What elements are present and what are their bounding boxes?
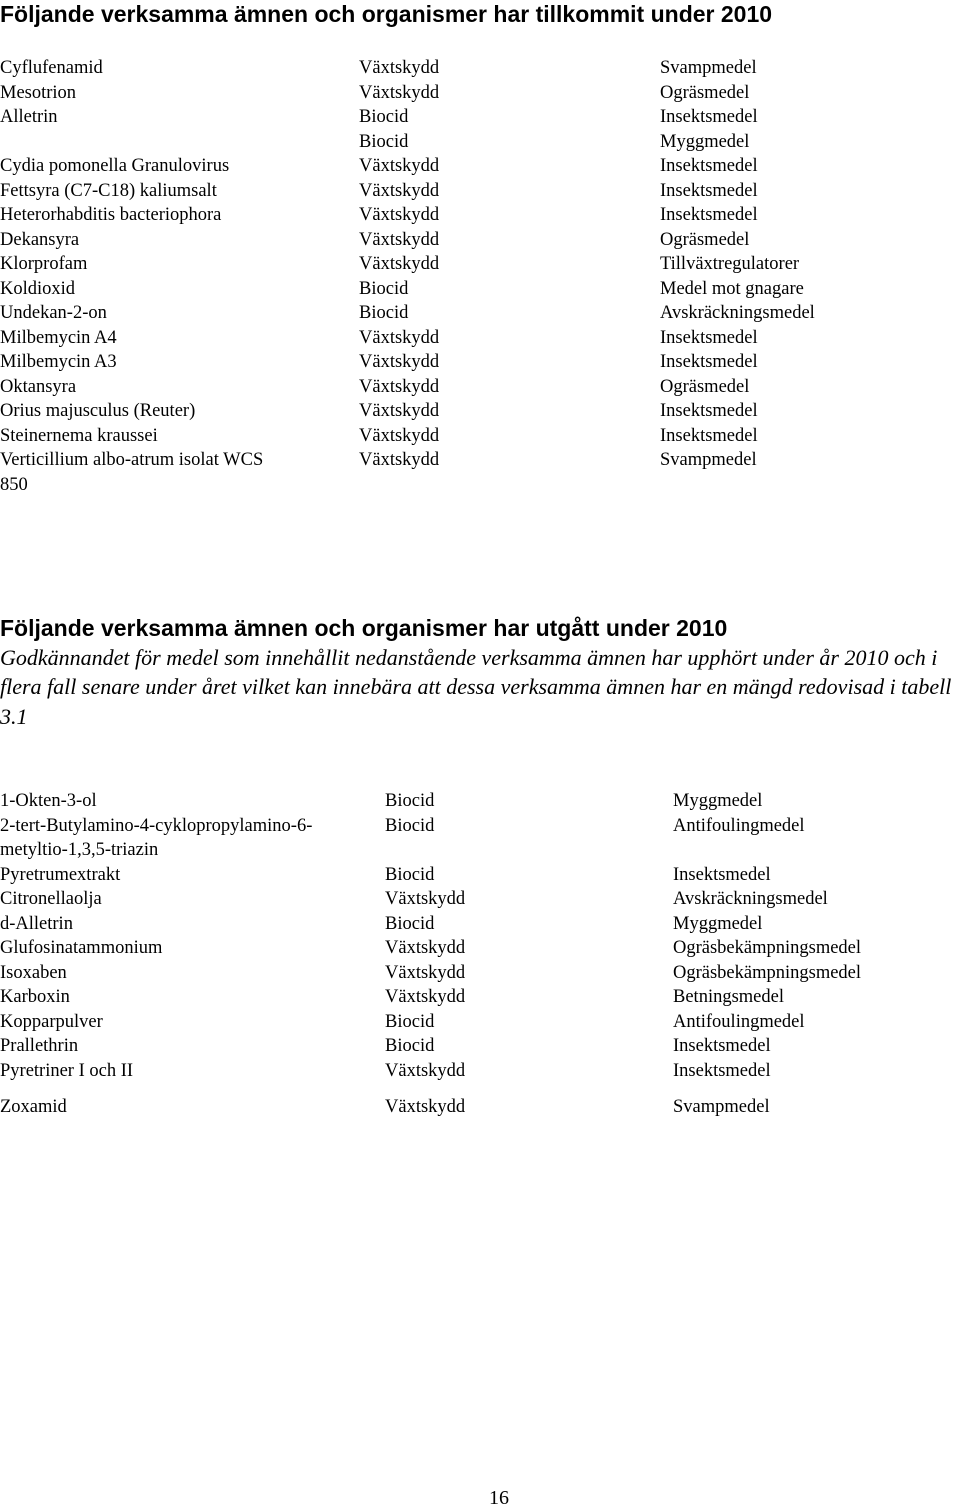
substance-category: Växtskydd (359, 82, 440, 103)
substance-use: Avskräckningsmedel (660, 303, 815, 323)
table-row (0, 203, 960, 228)
substance-use: Ogräsbekämpningsmedel (673, 938, 862, 958)
substance-use: Insektsmedel (673, 864, 771, 885)
substance-use: Ogräsbekämpningsmedel (673, 962, 862, 983)
substance-name: Isoxaben (0, 962, 67, 983)
substance-name: 2-tert-Butylamino-4-cyklopropylamino-6- (0, 815, 313, 836)
substance-name: 850 (0, 474, 28, 495)
table-row (0, 789, 960, 814)
substance-name: Heterorhabditis bacteriophora (0, 205, 222, 225)
removed-intro-text: Godkännandet för medel som innehållit nedanstående verksamma ämnen har upphört under år 2010 och i flera fall senare under året vilket kan innebära att dessa verksamma ämnen har en mängd redovisad i tabell 3.1 (0, 645, 952, 729)
substance-name: Zoxamid (0, 1097, 67, 1117)
table-row (0, 375, 960, 400)
substance-use: Ogräsmedel (660, 376, 750, 397)
substance-use: Insektsmedel (660, 205, 758, 225)
substance-category: Biocid (359, 107, 409, 127)
table-row (0, 326, 960, 351)
substance-category: Växtskydd (385, 889, 466, 909)
substance-category: Biocid (385, 1036, 435, 1056)
substance-category: Växtskydd (359, 58, 440, 78)
substance-name: Glufosinatammonium (0, 938, 163, 958)
substance-category: Växtskydd (359, 425, 440, 446)
substance-name (0, 130, 359, 155)
substance-category: Biocid (359, 131, 409, 152)
substance-use: Ogräsmedel (660, 82, 750, 103)
table-row (0, 936, 960, 961)
substance-category (385, 838, 673, 863)
substance-use: Betningsmedel (673, 987, 784, 1007)
substance-name: Prallethrin (0, 1036, 79, 1056)
substance-category: Biocid (385, 791, 435, 811)
removed-substances-table (0, 789, 960, 1120)
table-row (0, 912, 960, 937)
substance-name: Fettsyra (C7-C18) kaliumsalt (0, 180, 217, 201)
substance-use: Insektsmedel (660, 352, 758, 372)
substance-category (359, 473, 660, 498)
substance-name: Undekan-2-on (0, 303, 107, 323)
table-row (0, 448, 960, 473)
substance-name: metyltio-1,3,5-triazin (0, 840, 159, 860)
substance-category: Biocid (385, 1011, 435, 1032)
substance-category: Biocid (385, 864, 435, 885)
substance-name: Karboxin (0, 987, 70, 1007)
page-number: 16 (489, 1487, 509, 1509)
substance-name: Klorprofam (0, 254, 88, 274)
table-row (0, 105, 960, 130)
substance-name: Pyretrumextrakt (0, 864, 121, 885)
substance-use: Insektsmedel (660, 156, 758, 176)
substance-use: Svampmedel (673, 1097, 770, 1117)
section-heading-removed: Följande verksamma ämnen och organismer har utgått under 2010 (0, 615, 728, 641)
substance-category: Växtskydd (359, 254, 440, 274)
substance-category: Biocid (359, 303, 409, 323)
table-row (0, 863, 960, 888)
substance-category: Växtskydd (359, 205, 440, 225)
substance-name: Citronellaolja (0, 889, 102, 909)
substance-use: Insektsmedel (673, 1060, 771, 1081)
substance-name: Orius majusculus (Reuter) (0, 401, 196, 421)
added-substances-table (0, 56, 960, 497)
table-row (0, 130, 960, 155)
table-row (0, 1083, 960, 1120)
substance-category: Växtskydd (385, 938, 466, 958)
substance-category: Växtskydd (359, 376, 440, 397)
table-row (0, 887, 960, 912)
substance-category: Växtskydd (359, 401, 440, 421)
table-row (0, 961, 960, 986)
substance-use: Myggmedel (660, 131, 750, 152)
table-row (0, 473, 960, 498)
substance-category: Växtskydd (359, 450, 440, 470)
substance-use: Antifoulingmedel (673, 1011, 805, 1032)
substance-use: Tillväxtregulatorer (660, 254, 800, 274)
substance-category: Växtskydd (359, 180, 440, 201)
substance-name: Cyflufenamid (0, 58, 103, 78)
substance-category: Biocid (359, 278, 409, 299)
substance-name: Steinernema kraussei (0, 425, 158, 446)
substance-use: Svampmedel (660, 58, 757, 78)
substance-name: Koldioxid (0, 278, 76, 299)
substance-use: Myggmedel (673, 791, 763, 811)
substance-name: Oktansyra (0, 376, 77, 397)
substance-name: Milbemycin A3 (0, 352, 117, 372)
substance-name: Milbemycin A4 (0, 327, 117, 348)
substance-use: Insektsmedel (660, 107, 758, 127)
table-row (0, 399, 960, 424)
table-row (0, 252, 960, 277)
substance-use: Antifoulingmedel (673, 815, 805, 836)
substance-use: Insektsmedel (660, 425, 758, 446)
table-row (0, 814, 960, 839)
substance-use: Insektsmedel (660, 180, 758, 201)
table-row (0, 154, 960, 179)
substance-use (673, 838, 960, 863)
table-row (0, 1034, 960, 1059)
substance-use: Insektsmedel (660, 401, 758, 421)
substance-use: Medel mot gnagare (660, 278, 804, 299)
substance-use: Svampmedel (660, 450, 757, 470)
table-row (0, 301, 960, 326)
substance-category: Växtskydd (385, 1097, 466, 1117)
table-row (0, 985, 960, 1010)
substance-name: Kopparpulver (0, 1011, 103, 1032)
substance-category: Växtskydd (359, 229, 440, 250)
substance-use: Avskräckningsmedel (673, 889, 828, 909)
substance-use: Myggmedel (673, 913, 763, 934)
section-heading-added: Följande verksamma ämnen och organismer har tillkommit under 2010 (0, 1, 773, 27)
table-row (0, 277, 960, 302)
substance-name: Pyretriner I och II (0, 1060, 134, 1081)
table-row (0, 228, 960, 253)
substance-use: Insektsmedel (673, 1036, 771, 1056)
table-row (0, 1059, 960, 1084)
substance-name: Mesotrion (0, 82, 77, 103)
table-row (0, 179, 960, 204)
substance-category: Växtskydd (359, 327, 440, 348)
substance-use (660, 473, 960, 498)
table-row (0, 838, 960, 863)
table-row (0, 424, 960, 449)
substance-use: Ogräsmedel (660, 229, 750, 250)
substance-name: Cydia pomonella Granulovirus (0, 156, 230, 176)
substance-name: Verticillium albo-atrum isolat WCS (0, 450, 264, 470)
substance-category: Biocid (385, 913, 435, 934)
substance-category: Växtskydd (359, 156, 440, 176)
substance-name: 1-Okten-3-ol (0, 791, 97, 811)
substance-category: Växtskydd (359, 352, 440, 372)
substance-category: Växtskydd (385, 1060, 466, 1081)
table-row (0, 350, 960, 375)
table-row (0, 81, 960, 106)
substance-category: Växtskydd (385, 962, 466, 983)
substance-category: Växtskydd (385, 987, 466, 1007)
substance-use: Insektsmedel (660, 327, 758, 348)
substance-name: d-Alletrin (0, 913, 73, 934)
table-row (0, 1010, 960, 1035)
substance-name: Dekansyra (0, 229, 80, 250)
substance-category: Biocid (385, 815, 435, 836)
substance-name: Alletrin (0, 107, 58, 127)
table-row (0, 56, 960, 81)
